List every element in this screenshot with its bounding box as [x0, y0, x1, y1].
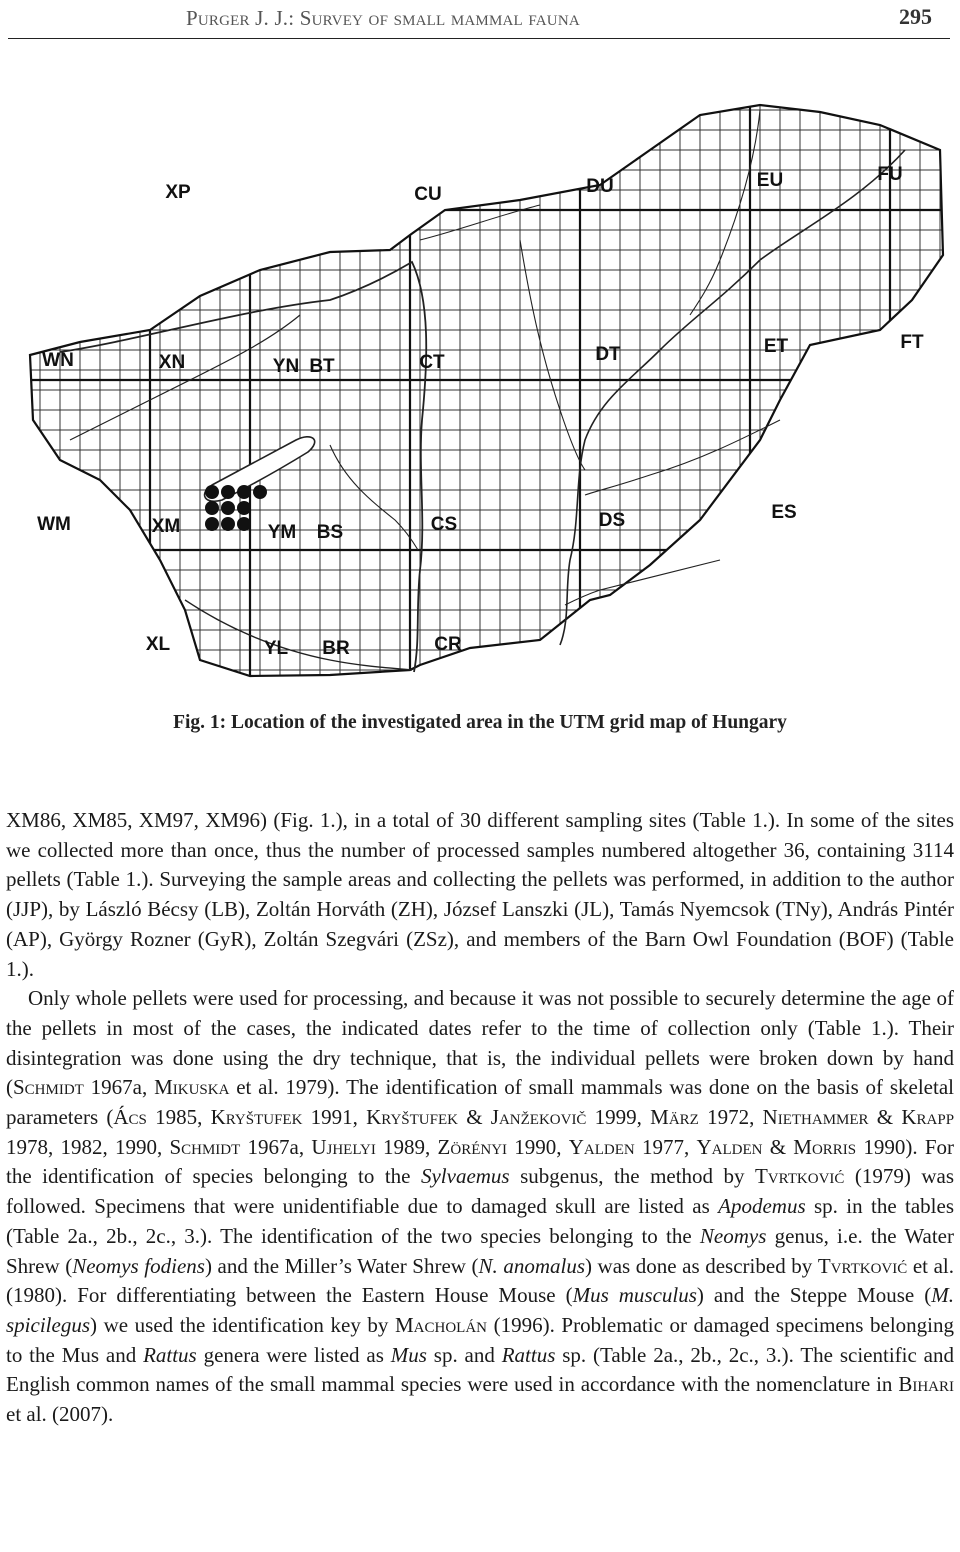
sampling-site-dot — [237, 485, 251, 499]
taxon-name: Apodemus — [718, 1194, 806, 1219]
grid-label-bs: BS — [316, 522, 344, 543]
text-run: 1967a, — [83, 1075, 155, 1100]
grid-label-fu: FU — [877, 164, 903, 185]
river-raba — [70, 315, 300, 440]
author-citation: Krapp — [901, 1105, 955, 1130]
text-run: & — [762, 1134, 794, 1159]
text-run: 1967a, — [240, 1134, 312, 1159]
sampling-site-dot — [205, 501, 219, 515]
grid-label-ct: CT — [419, 352, 445, 373]
grid-label-du: DU — [586, 176, 614, 197]
sampling-site-dot — [221, 501, 235, 515]
running-title: Purger J. J.: Survey of small mammal fauna — [186, 6, 580, 30]
text-run: genera were listed as — [196, 1342, 391, 1367]
grid-label-ym: YM — [267, 522, 297, 543]
text-run: et al. 1979). The identification of small mammals was done on the basis of skeletal parameters ( — [6, 1075, 954, 1130]
text-run: ) was done as described by — [585, 1253, 818, 1278]
author-citation: Yalden — [568, 1134, 635, 1159]
taxon-name: N. anomalus — [478, 1253, 585, 1278]
grid-label-xp: XP — [165, 182, 191, 203]
grid-label-yn: YN — [272, 356, 300, 377]
taxon-name: Mus — [390, 1342, 427, 1367]
text-run: & — [457, 1105, 491, 1130]
author-citation: Kryštufek — [210, 1105, 303, 1130]
text-run: subgenus, the method by — [509, 1164, 755, 1189]
author-citation: Kryštufek — [366, 1105, 458, 1130]
text-run: sp. in the tables (Table 2a., 2b., 2c., 3.). The identification of the two species belonging to the — [6, 1194, 954, 1248]
text-run: et al. (2007). — [6, 1402, 114, 1427]
text-run: 1978, 1982, 1990, — [6, 1134, 170, 1159]
grid-label-cs: CS — [430, 514, 458, 535]
river-maros — [565, 560, 720, 605]
figure-caption: Fig. 1: Location of the investigated area in the UTM grid map of Hungary — [173, 712, 787, 733]
grid-label-yl: YL — [263, 638, 289, 659]
sampling-site-dot — [237, 517, 251, 531]
author-citation: Morris — [793, 1134, 857, 1159]
page-header — [8, 0, 950, 39]
text-run: Only whole pellets were used for processing, and because it was not possible to securely determine the age of the pellets in most of the cases, the indicated dates refer to the time of collection only (Table 1.). Their disintegration was done using the dry technique, that is, the individual pellets were broken down by hand ( — [6, 986, 954, 1100]
utm-grid-map — [0, 60, 960, 700]
text-run: XM86, XM85, XM97, XM96) (Fig. 1.), in a total of 30 different sampling sites (Table 1.). In some of the sites we collected more than once, thus the number of processed samples numbered altogether 36, containing 3114 pellets (Table 1.). Surveying the sample areas and collecting the pellets was performed, in addition to the author (JJP), by László Bécsy (LB), Zoltán Horváth (ZH), József Lanszki (JL), Tamás Nyemcsok (TNy), András Pintér (AP), György Rozner (GyR), Zoltán Szegvári (ZSz), and members of the Barn Owl Foundation (BOF) (Table 1.). — [6, 808, 954, 981]
text-run: ) and the Miller’s Water Shrew ( — [204, 1253, 479, 1278]
text-run: et al. (1980). For differentiating between the Eastern House Mouse ( — [6, 1253, 954, 1308]
text-run: ) we used the identification key by — [90, 1312, 395, 1337]
text-run: sp. (Table 2a., 2b., 2c., 3.). The scientific and English common names of the small mammal species were used in accordance with the nomenclature in — [6, 1342, 954, 1397]
taxon-name: Neomys — [699, 1223, 767, 1248]
text-run: genus, i.e. the Water Shrew ( — [6, 1223, 954, 1278]
taxon-name: Rattus — [143, 1342, 197, 1367]
sampling-site-dot — [221, 517, 235, 531]
utm-grid — [20, 90, 960, 690]
text-run: 1989, — [375, 1134, 438, 1159]
grid-label-xl: XL — [145, 634, 171, 655]
sampling-site-dot — [253, 485, 267, 499]
page-number: 295 — [899, 4, 932, 29]
text-run: 1990). For the identification of species belonging to the — [6, 1134, 955, 1189]
text-run: (1996). Problematic or damaged specimens belonging to the Mus and — [6, 1312, 954, 1367]
sampling-site-dot — [205, 517, 219, 531]
text-run: & — [868, 1105, 902, 1130]
grid-label-et: ET — [763, 336, 789, 357]
author-citation: Tvrtković — [754, 1164, 845, 1189]
grid-label-xm: XM — [151, 516, 181, 537]
body-text — [6, 806, 954, 1430]
paragraph-2 — [6, 984, 954, 1430]
sampling-site-dot — [205, 485, 219, 499]
text-run: 1972, — [698, 1105, 763, 1130]
grid-label-ds: DS — [598, 510, 626, 531]
grid-label-ft: FT — [900, 332, 924, 353]
author-citation: Tvrtković — [817, 1253, 908, 1278]
grid-label-xn: XN — [158, 352, 186, 373]
grid-label-cr: CR — [434, 634, 462, 655]
grid-label-dt: DT — [595, 344, 621, 365]
sampling-site-dot — [237, 501, 251, 515]
grid-label-cu: CU — [414, 184, 442, 205]
author-citation: Ujhelyi — [311, 1134, 376, 1159]
grid-label-wn: WN — [42, 350, 74, 371]
text-run: ) and the Steppe Mouse ( — [696, 1283, 932, 1308]
author-citation: Macholán — [395, 1312, 488, 1337]
taxon-name: Rattus — [501, 1342, 556, 1367]
utm-grid-map-figure — [0, 60, 960, 700]
author-citation: Bihari — [898, 1372, 954, 1397]
grid-label-bt: BT — [309, 356, 335, 377]
author-citation: Yalden — [696, 1134, 763, 1159]
author-citation: Ács — [113, 1105, 147, 1130]
grid-label-br: BR — [322, 638, 350, 659]
author-citation: März — [650, 1105, 699, 1130]
taxon-name: Neomys fodiens — [72, 1253, 205, 1278]
paragraph-1 — [6, 806, 954, 984]
taxon-name: M. spicilegus — [6, 1283, 954, 1337]
author-citation: Janžekovič — [490, 1105, 587, 1130]
text-run: 1991, — [302, 1105, 367, 1130]
author-citation: Niethammer — [762, 1105, 869, 1130]
author-citation: Mikuska — [154, 1075, 230, 1100]
text-run: 1990, — [507, 1134, 569, 1159]
taxon-name: Mus musculus — [572, 1283, 697, 1308]
river-tisza — [560, 150, 905, 645]
river-zagyva — [520, 240, 585, 470]
text-run: 1999, — [586, 1105, 651, 1130]
sampling-site-dot — [221, 485, 235, 499]
author-citation: Schmidt — [169, 1134, 241, 1159]
text-run: 1977, — [634, 1134, 697, 1159]
grid-label-es: ES — [771, 502, 797, 523]
author-citation: Schmidt — [13, 1075, 84, 1100]
taxon-name: Sylvaemus — [420, 1164, 510, 1189]
text-run: 1985, — [146, 1105, 211, 1130]
grid-label-wm: WM — [37, 514, 71, 535]
grid-label-eu: EU — [756, 170, 784, 191]
text-run: (1979) was followed. Specimens that were unidentifiable due to damaged skull are listed as — [6, 1164, 954, 1219]
text-run: sp. and — [426, 1342, 502, 1367]
author-citation: Zörényi — [437, 1134, 508, 1159]
